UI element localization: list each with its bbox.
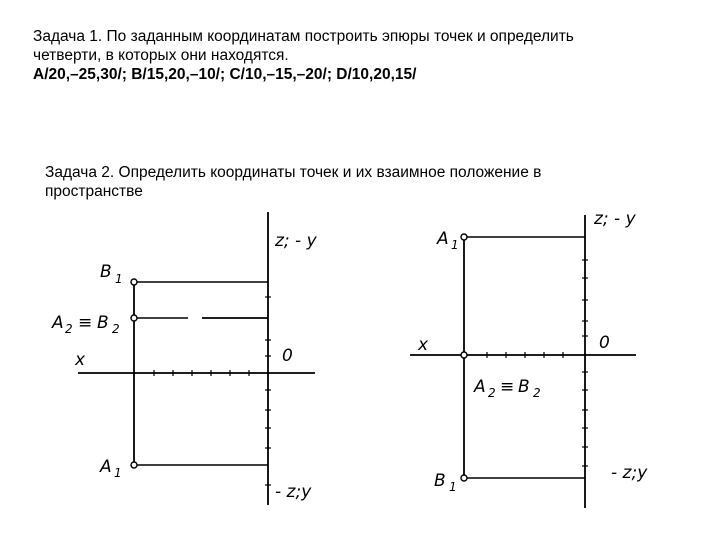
left-a2-letter: A [52, 313, 64, 333]
left-a1-letter: A [100, 457, 112, 477]
left-point-b1 [131, 279, 137, 285]
left-coincide-sign: ≡ [78, 313, 93, 333]
left-x-label: x [75, 350, 86, 370]
task-2-line-1: Задача 2. Определить координаты точек и их взаимное положение в [45, 164, 542, 181]
right-point-a2b2 [461, 352, 467, 358]
diagram-right [410, 215, 636, 508]
diagram-left-labels [51, 231, 318, 502]
task-1-line-2: четверти, в которых они находятся. [33, 47, 289, 64]
left-a1-index: 1 [114, 466, 122, 480]
right-ticks [487, 260, 588, 466]
right-origin-label: 0 [599, 333, 610, 353]
right-x-label: x [418, 335, 429, 355]
right-a1-letter: A [437, 229, 449, 249]
left-b2-letter: B [97, 313, 109, 333]
right-b1-index: 1 [449, 480, 457, 494]
task-1-coordinates: A/20,–25,30/; B/15,20,–10/; C/10,–15,–20/; D/10,20,15/ [33, 66, 417, 83]
diagram-right-labels [417, 209, 648, 494]
right-axis-top-label: z; - y [594, 209, 636, 229]
right-b1-letter: B [434, 471, 446, 491]
right-a2-index: 2 [488, 386, 496, 400]
right-b2-index: 2 [533, 386, 541, 400]
left-origin-label: 0 [282, 346, 293, 366]
left-b1-letter: B [100, 262, 112, 282]
left-ticks [154, 297, 271, 485]
left-axis-bottom-label: - z;y [275, 482, 312, 502]
right-axis-bottom-label: - z;y [611, 463, 648, 483]
right-b2-letter: B [518, 377, 530, 397]
left-a2-index: 2 [65, 322, 73, 336]
task-1-line-1: Задача 1. По заданным координатам построить эпюры точек и определить [33, 28, 574, 45]
diagram-left [78, 212, 315, 505]
right-a2-letter: A [474, 377, 486, 397]
right-coincide-sign: ≡ [500, 377, 515, 397]
left-point-a2b2 [131, 315, 137, 321]
left-b2-index: 2 [112, 322, 120, 336]
right-a1-index: 1 [451, 238, 459, 252]
left-b1-index: 1 [115, 272, 123, 286]
right-point-a1 [461, 234, 467, 240]
right-point-b1 [461, 475, 467, 481]
left-point-a1 [131, 462, 137, 468]
left-axis-top-label: z; - y [275, 231, 317, 251]
task-2-line-2: пространстве [45, 183, 143, 200]
